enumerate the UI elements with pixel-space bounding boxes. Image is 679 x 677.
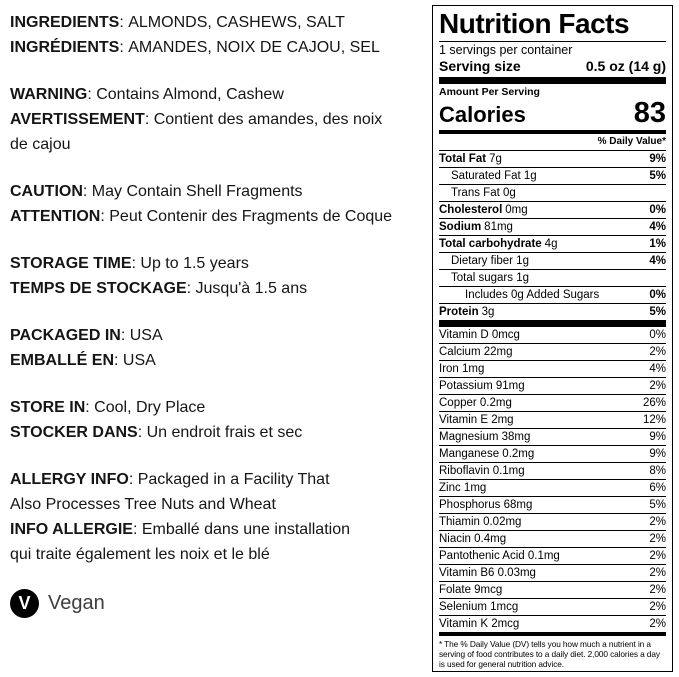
info-text: Also Processes Tree Nuts and Wheat — [10, 496, 276, 513]
nutrient-name: Vitamin E 2mg — [439, 414, 514, 426]
nutrient-name: Folate 9mcg — [439, 584, 503, 596]
info-label: STORAGE TIME : — [10, 255, 140, 272]
info-label: WARNING : — [10, 86, 96, 103]
nutrient-daily-value: 2% — [649, 516, 666, 528]
nutrient-name: Iron 1mg — [439, 363, 485, 375]
info-line — [10, 467, 428, 492]
info-text: Cool, Dry Place — [94, 399, 206, 416]
nutrient-row — [439, 462, 666, 479]
info-label: STOCKER DANS : — [10, 424, 147, 441]
nutrient-row — [439, 428, 666, 445]
info-line — [10, 35, 428, 60]
nutrient-amount: Trans Fat 0g — [451, 187, 516, 199]
nutrient-name-bold: Cholesterol — [439, 204, 503, 216]
nutrient-daily-value: 2% — [649, 380, 666, 392]
serving-size-label: Serving size — [439, 58, 521, 74]
nutrient-amount: 4g — [544, 238, 558, 250]
info-line — [10, 82, 428, 107]
nutrient-name — [439, 306, 494, 318]
nutrient-name-bold: Total Fat — [439, 153, 487, 165]
nutrient-amount: Total sugars 1g — [451, 272, 529, 284]
info-label: INFO ALLERGIE : — [10, 521, 142, 538]
nutrition-facts-panel — [432, 5, 673, 672]
info-text: Contient des amandes, des noix — [153, 111, 383, 128]
info-text: qui traite également les noix et le blé — [10, 546, 270, 563]
nutrient-name — [439, 221, 513, 233]
nutrient-daily-value: 5% — [649, 499, 666, 511]
nutrient-daily-value: 2% — [649, 618, 666, 630]
serving-size-row — [439, 58, 666, 77]
info-label: TEMPS DE STOCKAGE : — [10, 280, 196, 297]
info-text: de cajou — [10, 136, 71, 153]
info-line — [10, 10, 428, 35]
nutrient-daily-value: 26% — [642, 397, 666, 409]
nutrient-name — [465, 289, 599, 301]
info-label: AVERTISSEMENT : — [10, 111, 154, 128]
info-label: ALLERGY INFO : — [10, 471, 138, 488]
info-text: Jusqu'à 1.5 ans — [195, 280, 308, 297]
nutrient-amount: 7g — [489, 153, 502, 165]
nutrient-name — [451, 170, 537, 182]
nutrition-facts-title: Nutrition Facts — [439, 9, 666, 42]
nutrient-row — [439, 377, 666, 394]
nutrient-row — [439, 581, 666, 598]
nutrient-name: Vitamin K 2mcg — [439, 618, 520, 630]
nutrient-row — [439, 394, 666, 411]
info-line — [10, 251, 428, 276]
info-text: ALMONDS, CASHEWS, SALT — [128, 14, 345, 31]
info-text: USA — [129, 327, 163, 344]
nutrient-amount: 81mg — [484, 221, 513, 233]
calories-label: Calories — [439, 102, 526, 127]
nutrient-daily-value: 2% — [649, 584, 666, 596]
nutrient-row — [439, 547, 666, 564]
nutrient-name: Zinc 1mg — [439, 482, 487, 494]
vegan-badge — [10, 589, 428, 618]
divider-thick-top — [439, 77, 666, 84]
nutrient-name: Vitamin D 0mcg — [439, 329, 520, 341]
nutrient-name-bold: Sodium — [439, 221, 482, 233]
nutrient-daily-value: 9% — [649, 448, 666, 460]
info-line — [10, 517, 428, 542]
info-section — [10, 323, 428, 373]
nutrient-daily-value: 5% — [649, 170, 666, 182]
info-line — [10, 395, 428, 420]
info-line — [10, 204, 428, 229]
nutrient-name: Phosphorus 68mg — [439, 499, 533, 511]
nutrient-row — [439, 252, 666, 269]
nutrient-row — [439, 496, 666, 513]
nutrient-daily-value: 0% — [649, 329, 666, 341]
nutrient-daily-value: 8% — [649, 465, 666, 477]
nutrient-name: Potassium 91mg — [439, 380, 525, 392]
nutrient-name-bold: Total carbohydrate — [439, 238, 542, 250]
info-text: USA — [122, 352, 156, 369]
info-line — [10, 276, 428, 301]
nutrient-daily-value: 2% — [649, 550, 666, 562]
nutrient-row — [439, 184, 666, 201]
nutrient-daily-value: 12% — [642, 414, 666, 426]
serving-size-value: 0.5 oz (14 g) — [585, 58, 666, 74]
nutrient-name — [451, 187, 516, 199]
nutrient-name: Copper 0.2mg — [439, 397, 512, 409]
nutrient-row — [439, 286, 666, 303]
nutrient-amount: 0mg — [505, 204, 528, 216]
info-line — [10, 348, 428, 373]
nutrient-row — [439, 513, 666, 530]
nutrient-daily-value: 4% — [649, 221, 666, 233]
nutrient-row — [439, 269, 666, 286]
vegan-icon-letter: V — [18, 592, 31, 613]
micro-nutrient-rows — [439, 327, 666, 632]
info-text: Peut Contenir des Fragments de Coque — [109, 208, 393, 225]
macro-nutrient-rows — [439, 151, 666, 320]
nutrient-amount: Includes 0g Added Sugars — [465, 289, 600, 301]
nutrient-name — [451, 255, 529, 267]
nutrient-daily-value: 2% — [649, 346, 666, 358]
info-section — [10, 467, 428, 567]
nutrient-row — [439, 479, 666, 496]
nutrient-row — [439, 615, 666, 632]
servings-per-container: 1 servings per container — [439, 43, 573, 57]
info-line — [10, 420, 428, 445]
nutrient-daily-value: 4% — [649, 255, 666, 267]
info-label: ATTENTION : — [10, 208, 109, 225]
info-line — [10, 132, 428, 157]
nutrient-daily-value: 2% — [649, 567, 666, 579]
info-line — [10, 179, 428, 204]
daily-value-footnote: * The % Daily Value (DV) tells you how much a nutrient in a serving of food contributes to a daily diet. 2,000 calories a day is used for general nutrition advice. — [439, 639, 660, 669]
nutrient-name — [439, 153, 502, 165]
info-text: Contains Almond, Cashew — [96, 86, 284, 103]
info-sections — [10, 10, 428, 567]
info-line — [10, 542, 428, 567]
nutrient-row — [439, 235, 666, 252]
amount-per-serving-label: Amount Per Serving — [439, 86, 540, 98]
nutrient-row — [439, 445, 666, 462]
nutrient-daily-value: 5% — [649, 306, 666, 318]
info-line — [10, 492, 428, 517]
nutrient-amount: 3g — [481, 306, 495, 318]
info-label: INGREDIENTS : — [10, 14, 128, 31]
calories-row — [439, 98, 666, 130]
nutrient-name: Magnesium 38mg — [439, 431, 531, 443]
nutrient-row — [439, 343, 666, 360]
info-text: Emballé dans une installation — [141, 521, 350, 538]
nutrient-row — [439, 151, 666, 167]
nutrient-row — [439, 360, 666, 377]
nutrient-name: Vitamin B6 0.03mg — [439, 567, 536, 579]
nutrient-row — [439, 564, 666, 581]
info-label: EMBALLÉ EN : — [10, 352, 123, 369]
info-text: May Contain Shell Fragments — [91, 183, 303, 200]
nutrient-row — [439, 218, 666, 235]
nutrient-name: Riboflavin 0.1mg — [439, 465, 525, 477]
info-label: STORE IN : — [10, 399, 94, 416]
nutrient-daily-value: 4% — [649, 363, 666, 375]
nutrient-daily-value: 0% — [649, 289, 666, 301]
nutrient-daily-value: 1% — [649, 238, 666, 250]
nutrient-daily-value: 9% — [649, 153, 666, 165]
info-line — [10, 323, 428, 348]
nutrient-row — [439, 411, 666, 428]
info-section — [10, 251, 428, 301]
info-text: Un endroit frais et sec — [146, 424, 303, 441]
info-line — [10, 107, 428, 132]
info-section — [10, 10, 428, 60]
info-label: CAUTION : — [10, 183, 92, 200]
nutrient-name: Calcium 22mg — [439, 346, 513, 358]
nutrient-name: Thiamin 0.02mg — [439, 516, 522, 528]
nutrient-row — [439, 167, 666, 184]
nutrient-name — [439, 238, 557, 250]
nutrient-daily-value: 6% — [649, 482, 666, 494]
info-text: AMANDES, NOIX DE CAJOU, SEL — [128, 39, 380, 56]
info-label: INGRÉDIENTS : — [10, 39, 128, 56]
nutrient-row — [439, 201, 666, 218]
nutrient-row — [439, 530, 666, 547]
nutrient-row — [439, 598, 666, 615]
nutrient-name: Selenium 1mcg — [439, 601, 519, 613]
info-text: Up to 1.5 years — [140, 255, 249, 272]
info-section — [10, 179, 428, 229]
info-section — [10, 395, 428, 445]
vegan-label: Vegan — [48, 592, 105, 614]
nutrient-name: Niacin 0.4mg — [439, 533, 507, 545]
nutrient-name — [439, 204, 528, 216]
nutrient-name-bold: Protein — [439, 306, 479, 318]
nutrient-daily-value: 2% — [649, 601, 666, 613]
nutrient-row — [439, 303, 666, 320]
divider-thick-middle — [439, 320, 666, 327]
nutrient-row — [439, 327, 666, 343]
vegan-icon — [10, 589, 39, 618]
nutrient-daily-value: 0% — [649, 204, 666, 216]
nutrient-amount: Saturated Fat 1g — [451, 170, 537, 182]
nutrient-daily-value: 9% — [649, 431, 666, 443]
info-label: PACKAGED IN : — [10, 327, 130, 344]
info-section — [10, 82, 428, 157]
nutrient-name — [451, 272, 529, 284]
calories-value: 83 — [633, 97, 666, 129]
daily-value-header: % Daily Value* — [439, 134, 666, 151]
info-text: Packaged in a Facility That — [137, 471, 330, 488]
product-info-panel — [10, 10, 428, 618]
nutrient-amount: Dietary fiber 1g — [451, 255, 529, 267]
nutrient-name: Manganese 0.2mg — [439, 448, 535, 460]
nutrient-daily-value: 2% — [649, 533, 666, 545]
nutrient-name: Pantothenic Acid 0.1mg — [439, 550, 560, 562]
